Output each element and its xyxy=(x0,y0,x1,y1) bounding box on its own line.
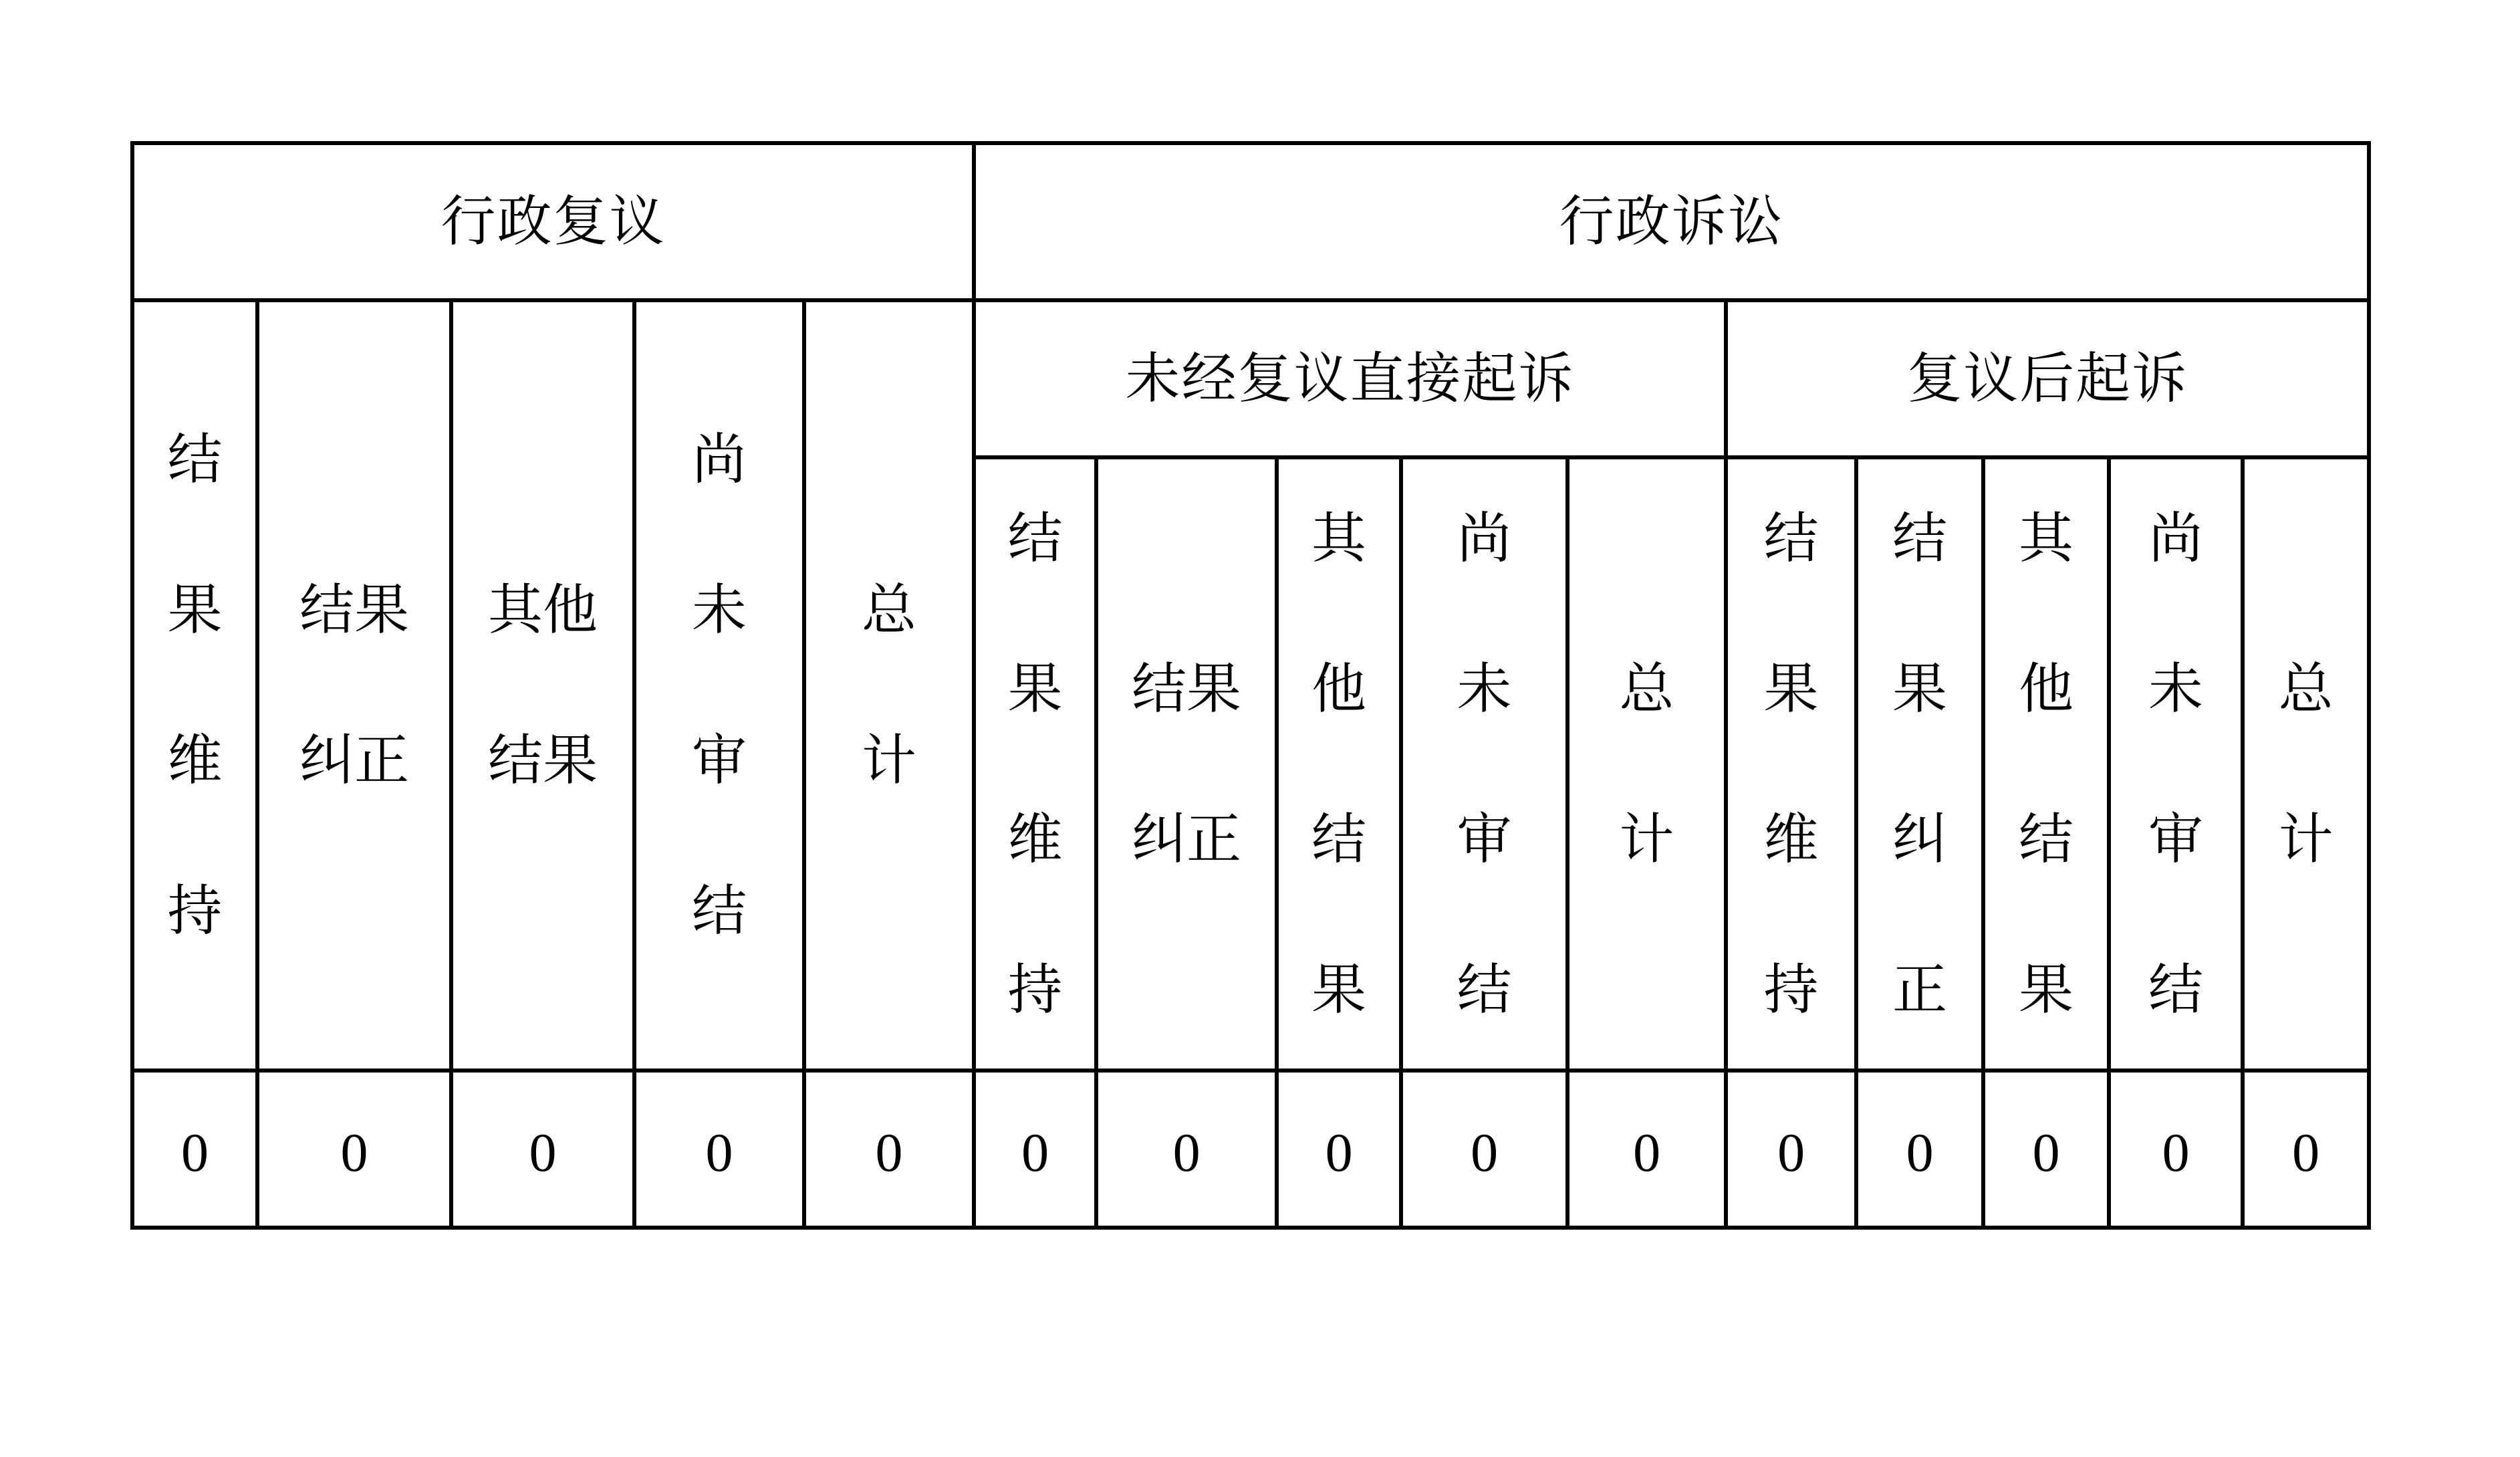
column-label: 结 果 维 持 xyxy=(1007,506,1063,1022)
value-cell: 0 xyxy=(1856,1071,1983,1228)
value-cell: 0 xyxy=(634,1071,804,1228)
admin-litigation-header: 行政诉讼 xyxy=(974,143,2369,300)
value-cell: 0 xyxy=(1096,1071,1277,1228)
column-label: 总 计 xyxy=(1619,657,1674,871)
after-col-pending xyxy=(2109,457,2243,1071)
group-header-row xyxy=(132,143,2369,300)
value-cell: 0 xyxy=(974,1071,1096,1228)
suit-after-review-header: 复议后起诉 xyxy=(1726,300,2369,457)
subgroup-header-row xyxy=(132,300,2369,457)
after-col-other xyxy=(1983,457,2109,1071)
column-label: 尚 未 审 结 xyxy=(2148,506,2204,1022)
direct-suit-header: 未经复议直接起诉 xyxy=(974,300,1726,457)
value-row xyxy=(132,1071,2369,1228)
review-col-total xyxy=(804,300,974,1071)
column-label: 结果 纠正 xyxy=(1132,657,1242,871)
admin-review-header: 行政复议 xyxy=(132,143,974,300)
review-col-pending xyxy=(634,300,804,1071)
admin-review-litigation-table xyxy=(130,141,2371,1230)
column-label: 结 果 维 持 xyxy=(1763,506,1819,1022)
review-col-maintained xyxy=(132,300,257,1071)
column-label: 结 果 维 持 xyxy=(167,428,223,943)
value-cell: 0 xyxy=(1983,1071,2109,1228)
value-cell: 0 xyxy=(1567,1071,1726,1228)
value-cell: 0 xyxy=(451,1071,634,1228)
value-cell: 0 xyxy=(132,1071,257,1228)
direct-col-corrected xyxy=(1096,457,1277,1071)
value-cell: 0 xyxy=(1401,1071,1567,1228)
column-label: 其 他 结 果 xyxy=(2019,506,2074,1022)
column-label: 尚 未 审 结 xyxy=(1457,506,1512,1022)
value-cell: 0 xyxy=(804,1071,974,1228)
value-cell: 0 xyxy=(1277,1071,1401,1228)
column-label: 总 计 xyxy=(2278,657,2334,871)
after-col-maintained xyxy=(1726,457,1856,1071)
column-label: 结果 纠正 xyxy=(299,578,409,792)
value-cell: 0 xyxy=(257,1071,451,1228)
value-cell: 0 xyxy=(1726,1071,1856,1228)
value-cell: 0 xyxy=(2109,1071,2243,1228)
column-label: 结 果 纠 正 xyxy=(1892,506,1948,1022)
review-col-corrected xyxy=(257,300,451,1071)
direct-col-other xyxy=(1277,457,1401,1071)
column-label: 其他 结果 xyxy=(487,578,598,792)
direct-col-maintained xyxy=(974,457,1096,1071)
after-col-total xyxy=(2243,457,2369,1071)
direct-col-pending xyxy=(1401,457,1567,1071)
column-label: 其 他 结 果 xyxy=(1311,506,1367,1022)
column-label: 总 计 xyxy=(862,578,917,792)
value-cell: 0 xyxy=(2243,1071,2369,1228)
after-col-corrected xyxy=(1856,457,1983,1071)
direct-col-total xyxy=(1567,457,1726,1071)
review-col-other xyxy=(451,300,634,1071)
column-label: 尚 未 审 结 xyxy=(691,428,747,943)
